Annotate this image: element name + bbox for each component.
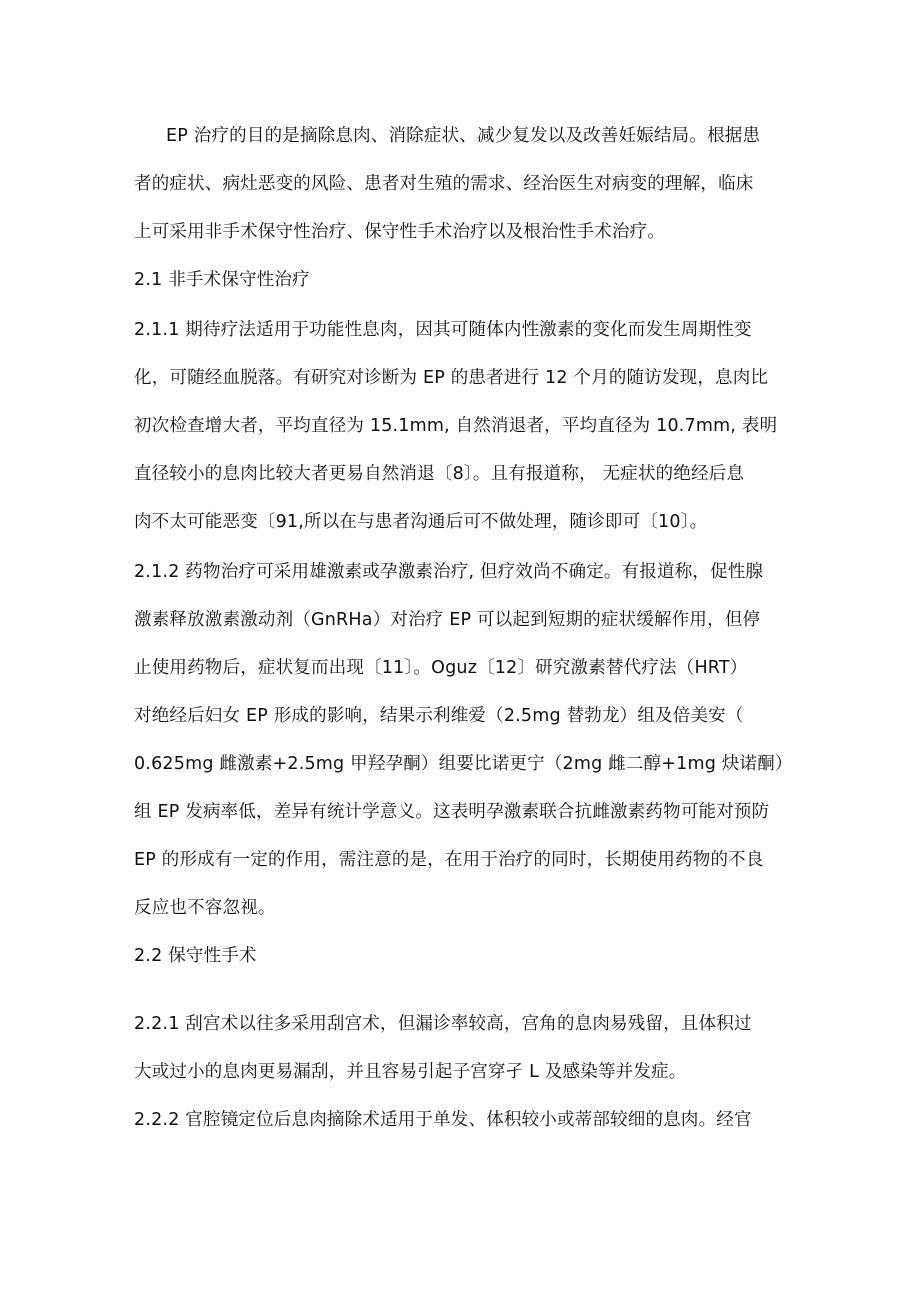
paragraph-line: 组 EP 发病率低，差异有统计学意义。这表明孕激素联合抗雌激素药物可能对预防 bbox=[134, 802, 770, 822]
paragraph-line: EP 治疗的目的是摘除息肉、消除症状、减少复发以及改善妊娠结局。根据患 bbox=[166, 126, 761, 146]
paragraph-line: 对绝经后妇女 EP 形成的影响，结果示利维爱（2.5mg 替勃龙）组及倍美安（ bbox=[134, 706, 744, 726]
paragraph-line: 2.1.1 期待疗法适用于功能性息肉，因其可随体内性激素的变化而发生周期性变 bbox=[134, 320, 752, 340]
paragraph-line: 者的症状、病灶恶变的风险、患者对生殖的需求、经治医生对病变的理解，临床 bbox=[134, 174, 754, 194]
section-heading: 2.2 保守性手术 bbox=[134, 946, 257, 966]
paragraph-line: 上可采用非手术保守性治疗、保守性手术治疗以及根治性手术治疗。 bbox=[134, 222, 665, 242]
paragraph-line: 2.2.2 官腔镜定位后息肉摘除术适用于单发、体积较小或蒂部较细的息肉。经官 bbox=[134, 1110, 752, 1130]
paragraph-line: 大或过小的息肉更易漏刮，并且容易引起子宫穿孑 L 及感染等并发症。 bbox=[134, 1062, 687, 1082]
paragraph-line: 直径较小的息肉比较大者更易自然消退〔8〕。且有报道称， 无症状的绝经后息 bbox=[134, 464, 745, 484]
paragraph-line: 反应也不容忽视。 bbox=[134, 898, 276, 918]
paragraph-line: 2.1.2 药物治疗可采用雄激素或孕激素治疗, 但疗效尚不确定。有报道称，促性腺 bbox=[134, 562, 764, 582]
paragraph-line: 2.2.1 刮宫术以往多采用刮宫术，但漏诊率较高，宫角的息肉易残留，且体积过 bbox=[134, 1014, 752, 1034]
paragraph-line: 激素释放激素激动剂（GnRHa）对治疗 EP 可以起到短期的症状缓解作用，但停 bbox=[134, 610, 761, 630]
paragraph-line: 初次检查增大者，平均直径为 15.1mm, 自然消退者，平均直径为 10.7mm, 表明 bbox=[134, 416, 778, 436]
paragraph-line: 肉不太可能恶变〔91,所以在与患者沟通后可不做处理，随诊即可〔10〕。 bbox=[134, 512, 708, 532]
paragraph-line: EP 的形成有一定的作用，需注意的是，在用于治疗的同时，长期使用药物的不良 bbox=[134, 850, 764, 870]
paragraph-line: 化，可随经血脱落。有研究对诊断为 EP 的患者进行 12 个月的随访发现，息肉比 bbox=[134, 368, 769, 388]
paragraph-line: 0.625mg 雌激素+2.5mg 甲羟孕酮）组要比诺更宁（2mg 雌二醇+1mg 炔诺酮） bbox=[134, 754, 793, 774]
section-heading: 2.1 非手术保守性治疗 bbox=[134, 270, 310, 290]
paragraph-line: 止使用药物后，症状复而出现〔11〕。Oguz〔12〕研究激素替代疗法（HRT） bbox=[134, 658, 748, 678]
